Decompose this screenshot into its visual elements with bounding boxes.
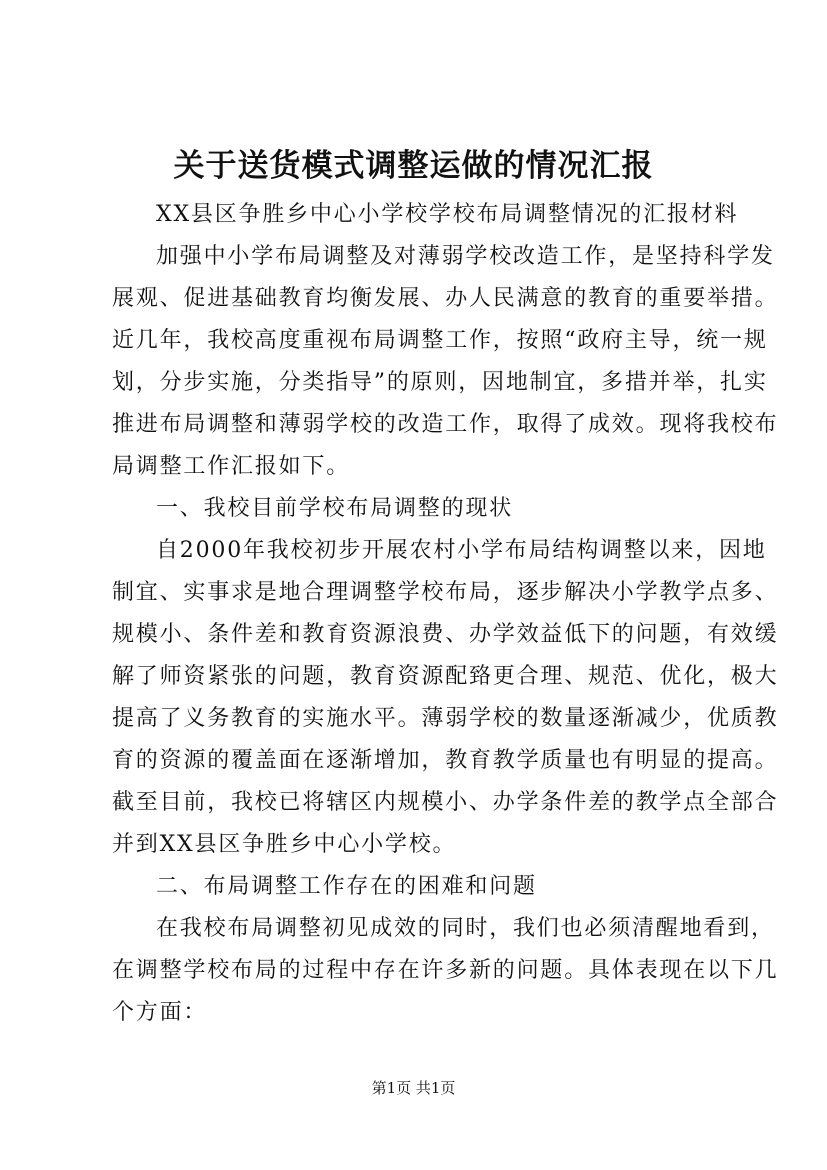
page-footer: 第1页 共1页 <box>371 1079 456 1097</box>
paragraph-line: 加强中小学布局调整及对薄弱学校改造工作，是坚持科学发 <box>156 244 775 269</box>
paragraph-line: 解了师资紧张的问题，教育资源配臵更合理、规范、优化，极大 <box>112 664 779 689</box>
paragraph-line: 在我校布局调整初见成效的同时，我们也必须清醒地看到， <box>156 916 775 941</box>
section-heading: 二、布局调整工作存在的困难和问题 <box>156 874 537 899</box>
paragraph-line: 自2000年我校初步开展农村小学布局结构调整以来，因地 <box>156 538 767 563</box>
paragraph-line: 在调整学校布局的过程中存在许多新的问题。具体表现在以下几 <box>112 958 779 983</box>
paragraph-line: 截至目前，我校已将辖区内规模小、办学条件差的教学点全部合 <box>112 790 779 815</box>
paragraph-line: 并到XX县区争胜乡中心小学校。 <box>112 832 457 857</box>
paragraph-line: 育的资源的覆盖面在逐渐增加，教育教学质量也有明显的提高。 <box>112 748 779 773</box>
subtitle-line: XX县区争胜乡中心小学校学校布局调整情况的汇报材料 <box>156 202 739 227</box>
paragraph-line: 制宜、实事求是地合理调整学校布局，逐步解决小学教学点多、 <box>112 580 779 605</box>
paragraph-line: 近几年，我校高度重视布局调整工作，按照“政府主导，统一规 <box>112 328 768 353</box>
paragraph-line: 个方面： <box>112 1000 208 1025</box>
paragraph-line: 展观、促进基础教育均衡发展、办人民满意的教育的重要举措。 <box>112 286 779 311</box>
paragraph-line: 规模小、条件差和教育资源浪费、办学效益低下的问题，有效缓 <box>112 622 779 647</box>
document-title: 关于送货模式调整运做的情况汇报 <box>173 148 654 184</box>
paragraph-line: 局调整工作汇报如下。 <box>112 454 351 479</box>
paragraph-line: 推进布局调整和薄弱学校的改造工作，取得了成效。现将我校布 <box>112 412 779 437</box>
paragraph-line: 划，分步实施，分类指导”的原则，因地制宜，多措并举，扎实 <box>112 370 768 395</box>
paragraph-line: 提高了义务教育的实施水平。薄弱学校的数量逐渐减少，优质教 <box>112 706 779 731</box>
section-heading: 一、我校目前学校布局调整的现状 <box>156 496 514 521</box>
